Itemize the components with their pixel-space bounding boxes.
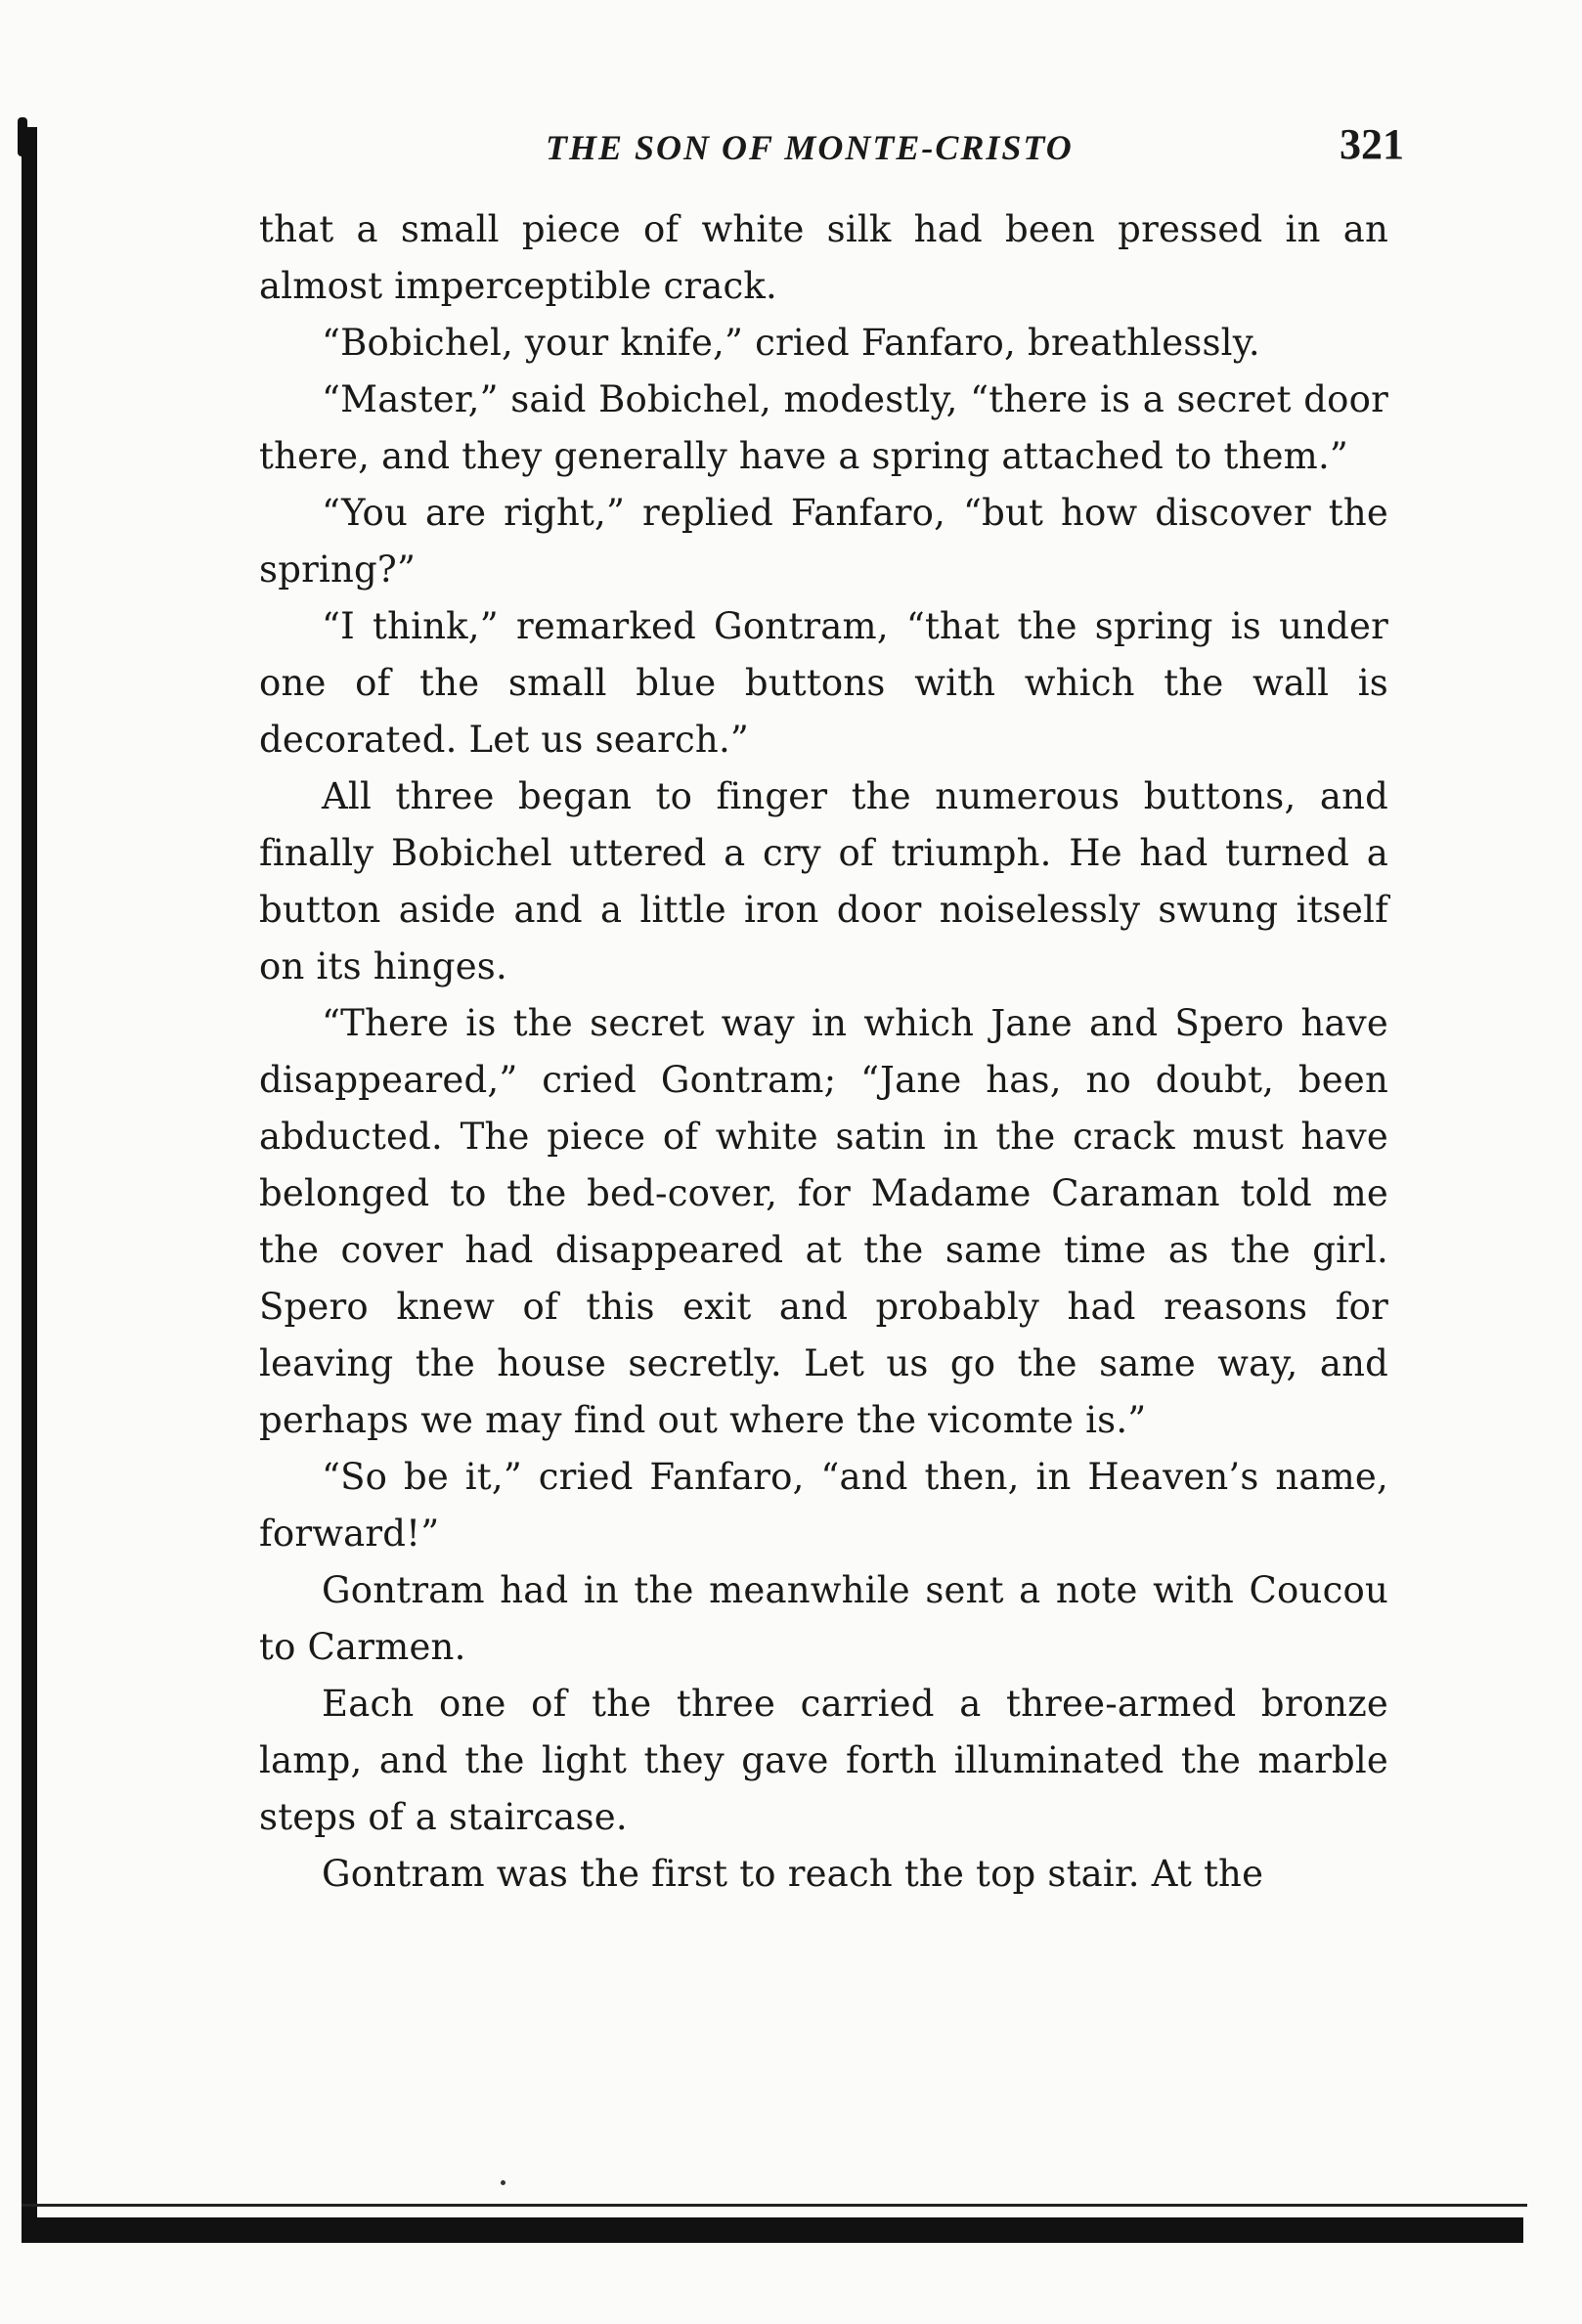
paragraph: “There is the secret way in which Jane and Spero have disappeared,” cried Gontram; “Jane has, no doubt, been abducted. The piece of white satin in the crack must have belonged to the bed-cover, for Madame Caraman told me the cover had disappeared at the same time as the girl. Spero knew of this exit and probably had reasons for leaving the house secretly. Let us go the same way, and perhaps we may find out where the vicomte is.” [259, 1002, 1388, 1441]
paragraph: “Master,” said Bobichel, modestly, “there is a secret door there, and they generally have a spring attached to them.” [259, 378, 1388, 477]
scan-left-edge [22, 127, 37, 2219]
paragraph: Gontram had in the meanwhile sent a note with Coucou to Carmen. [259, 1569, 1388, 1668]
paragraph: “So be it,” cried Fanfaro, “and then, in Heaven’s name, forward!” [259, 1456, 1388, 1555]
paragraph: “I think,” remarked Gontram, “that the spring is under one of the small blue buttons with which the wall is decorated. Let us search.” [259, 605, 1388, 761]
page-header [262, 119, 1404, 188]
scan-bottom-edge [22, 2217, 1523, 2243]
paragraph: Gontram was the first to reach the top stair. At the [322, 1853, 1264, 1895]
body-text [259, 201, 1388, 1903]
scan-bottom-line [22, 2204, 1527, 2207]
paragraph: All three began to finger the numerous buttons, and finally Bobichel uttered a cry of triumph. He had turned a button aside and a little iron door noiselessly swung itself on its hinges. [259, 775, 1388, 987]
ink-speck [501, 2180, 505, 2185]
paragraph: that a small piece of white silk had been pressed in an almost imperceptible crack. [259, 208, 1388, 307]
paragraph: “Bobichel, your knife,” cried Fanfaro, breathlessly. [322, 322, 1260, 364]
running-title: THE SON OF MONTE-CRISTO [546, 128, 1074, 167]
page-number: 321 [1340, 120, 1404, 168]
paragraph: “You are right,” replied Fanfaro, “but how discover the spring?” [259, 492, 1388, 591]
paragraph: Each one of the three carried a three-armed bronze lamp, and the light they gave forth illuminated the marble steps of a staircase. [259, 1683, 1388, 1838]
